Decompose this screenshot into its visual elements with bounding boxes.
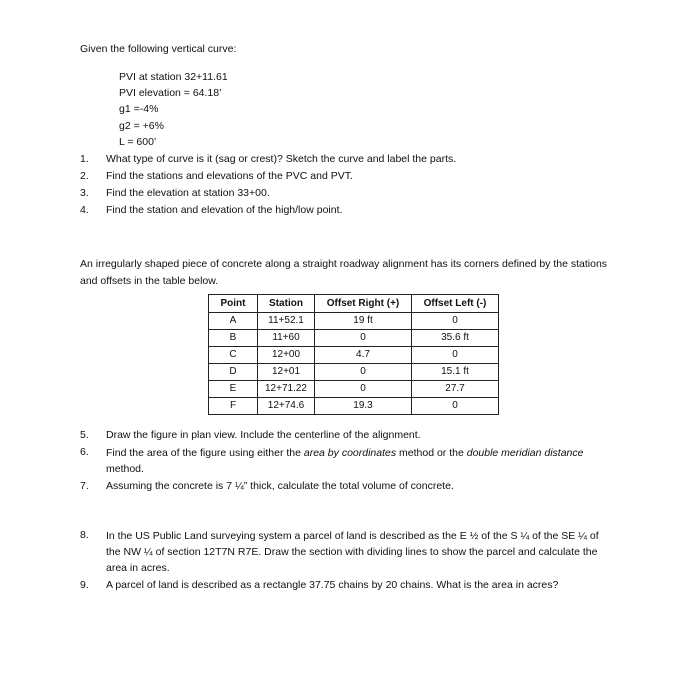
cell-offset-left: 0 (412, 347, 499, 364)
question-number: 8. (80, 529, 89, 541)
question-text: Find the stations and elevations of the PVC and PVT. (106, 170, 353, 182)
question-text: Find the elevation at station 33+00. (106, 187, 270, 199)
table-row (209, 347, 499, 364)
question-text: What type of curve is it (sag or crest)? Sketch the curve and label the parts. (106, 153, 457, 165)
grade-g2: g2 = +6% (119, 120, 164, 132)
pvi-elevation: PVI elevation = 64.18’ (119, 87, 222, 99)
table-row (209, 313, 499, 330)
cell-point: D (209, 364, 258, 381)
cell-station: 12+00 (258, 347, 315, 364)
cell-offset-left: 27.7 (412, 381, 499, 398)
cell-offset-right: 4.7 (315, 347, 412, 364)
question-number: 3. (80, 187, 89, 199)
cell-point: B (209, 330, 258, 347)
question-number: 2. (80, 170, 89, 182)
cell-offset-left: 0 (412, 313, 499, 330)
cell-point: E (209, 381, 258, 398)
concrete-intro: An irregularly shaped piece of concrete along a straight roadway alignment has its corners defined by the stations and offsets in the table below. (80, 258, 608, 287)
q6-method-dmd: double meridian distance (466, 447, 584, 459)
question-number: 1. (80, 153, 89, 165)
grade-g1: g1 =-4% (119, 103, 159, 115)
header-station: Station (258, 295, 315, 313)
cell-station: 12+01 (258, 364, 315, 381)
question-number: 4. (80, 204, 89, 216)
cell-offset-right: 0 (315, 330, 412, 347)
question-number: 5. (80, 429, 89, 441)
header-offset-left: Offset Left (-) (412, 295, 499, 313)
q6-text-mid: method or the (396, 447, 467, 459)
cell-station: 11+52.1 (258, 313, 315, 330)
cell-station: 12+71.22 (258, 381, 315, 398)
cell-offset-left: 35.6 ft (412, 330, 499, 347)
cell-point: C (209, 347, 258, 364)
question-number: 6. (80, 446, 89, 458)
q6-method-area: area by coordinates (303, 447, 397, 459)
question-number: 7. (80, 480, 89, 492)
q6-text-pre: Find the area of the figure using either the (106, 447, 304, 459)
question-text: Draw the figure in plan view. Include the centerline of the alignment. (106, 429, 421, 441)
cell-point: A (209, 313, 258, 330)
table-row (209, 330, 499, 347)
question-text: In the US Public Land surveying system a parcel of land is described as the E ½ of the S ¼ of the SE ¼ of the NW ¼ of section 12T7N R7E. Draw the section with dividing lines to show the parcel and calculate the area in acres. (106, 530, 599, 574)
question-text: Assuming the concrete is 7 ¼” thick, calculate the total volume of concrete. (106, 480, 454, 492)
cell-station: 12+74.6 (258, 398, 315, 415)
cell-offset-right: 19.3 (315, 398, 412, 415)
intro-text: Given the following vertical curve: (80, 43, 237, 55)
cell-offset-right: 0 (315, 364, 412, 381)
cell-offset-left: 15.1 ft (412, 364, 499, 381)
table-row (209, 398, 499, 415)
cell-offset-left: 0 (412, 398, 499, 415)
cell-station: 11+60 (258, 330, 315, 347)
header-offset-right: Offset Right (+) (315, 295, 412, 313)
cell-point: F (209, 398, 258, 415)
question-text: A parcel of land is described as a rectangle 37.75 chains by 20 chains. What is the area in acres? (106, 579, 559, 591)
question-text (106, 445, 606, 477)
table-row (209, 364, 499, 381)
curve-length: L = 600’ (119, 136, 157, 148)
stations-table (208, 294, 499, 415)
q6-text-post: method. (106, 463, 144, 475)
cell-offset-right: 19 ft (315, 313, 412, 330)
question-text: Find the station and elevation of the high/low point. (106, 204, 343, 216)
question-number: 9. (80, 579, 89, 591)
table-row (209, 381, 499, 398)
pvi-station: PVI at station 32+11.61 (119, 71, 228, 83)
table-header-row (209, 295, 499, 313)
header-point: Point (209, 295, 258, 313)
cell-offset-right: 0 (315, 381, 412, 398)
